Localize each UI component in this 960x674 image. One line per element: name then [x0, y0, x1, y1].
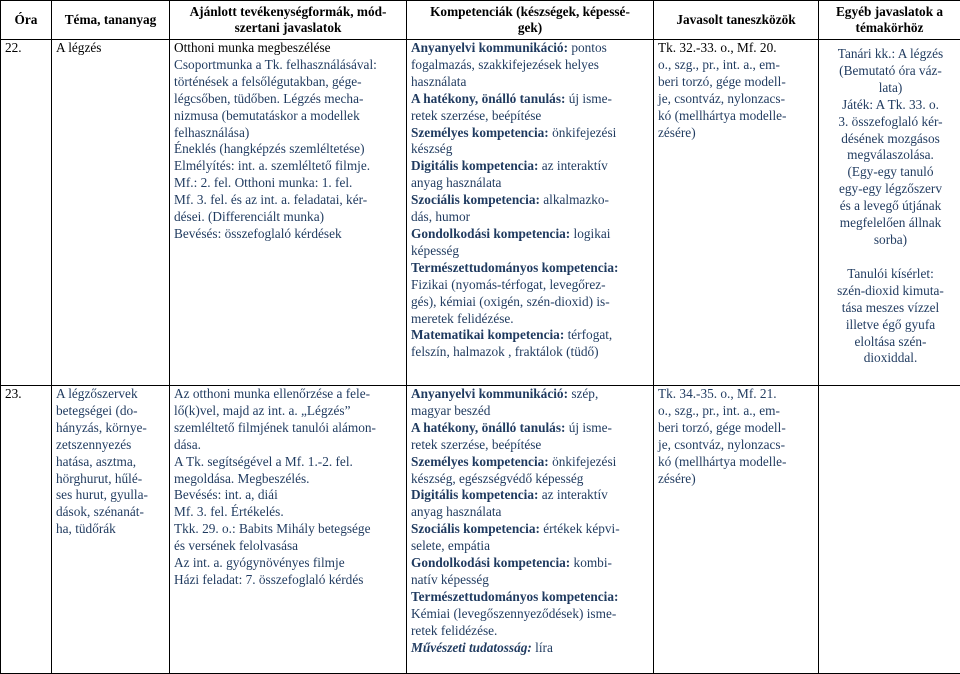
header-tevekenyseg: Ajánlott tevékenységformák, mód- szertani javaslatok	[170, 1, 407, 40]
row-22-ora: 22.	[1, 40, 52, 386]
header-kompetenciak: Kompetenciák (készségek, képessé- gek)	[407, 1, 654, 40]
row-23-egyeb	[819, 386, 960, 674]
header-eszkozok: Javasolt taneszközök	[654, 1, 819, 40]
row-22-tema: A légzés	[52, 40, 170, 386]
row-22-eszkozok: Tk. 32.-33. o., Mf. 20. o., szg., pr., int. a., em- beri torzó, gége modell- je, csontváz, nylonzacs- kó (mellhártya modelle- zésére)	[654, 40, 819, 386]
row-23-tevekenyseg: Az otthoni munka ellenőrzése a fele- lő(k)vel, majd az int. a. „Légzés” szemléltető filmjének tanulói alámon- dása. A Tk. segítségével a Mf. 1.-2. fel. megoldása. Megbeszélés. Bevésés: int. a, diái Mf. 3. fel. Értékelés. Tkk. 29. o.: Babits Mihály betegsége és versének felolvasása Az int. a. gyógynövényes filmje Házi feladat: 7. összefoglaló kérdés	[170, 386, 407, 674]
header-egyeb: Egyéb javaslatok a témakörhöz	[819, 1, 960, 40]
header-ora: Óra	[1, 1, 52, 40]
row-22-kompetenciak: Anyanyelvi kommunikáció: pontos fogalmazás, szakkifejezések helyes használata A hatékony, önálló tanulás: új isme- retek szerzése, beépítése Személyes kompetencia: önkifejezési készség Digitális kompetencia: az interaktív anyag használata Szociális kompetencia: alkalmazko- dás, humor Gondolkodási kompetencia: logikai képesség Természettudományos kompetencia: Fizikai (nyomás-térfogat, levegőrez- gés), kémiai (oxigén, szén-dioxid) is- meretek felidézése. Matematikai kompetencia: térfogat, felszín, halmazok , fraktálok (tüdő)	[407, 40, 654, 386]
row-23-tema: A légzőszervek betegségei (do- hányzás, környe- zetszennyezés hatása, asztma, hörghurut, hűlé- ses hurut, gyulla- dások, szénanát- ha, tüdőrák	[52, 386, 170, 674]
header-tema: Téma, tananyag	[52, 1, 170, 40]
row-22-tevekenyseg: Otthoni munka megbeszélése Csoportmunka a Tk. felhasználásával: történések a felsőlégutakban, gége- légcsőben, tüdőben. Légzés mecha- nizmusa (bemutatáskor a modellek felhasználása) Éneklés (hangképzés szemléltetése) Elmélyítés: int. a. szemléltető filmje. Mf.: 2. fel. Otthoni munka: 1. fel. Mf. 3. fel. és az int. a. feladatai, kér- dései. (Differenciált munka) Bevésés: összefoglaló kérdések	[170, 40, 407, 386]
table-row	[1, 40, 960, 386]
row-23-eszkozok: Tk. 34.-35. o., Mf. 21. o., szg., pr., int. a., em- beri torzó, gége modell- je, csontváz, nylonzacs- kó (mellhártya modelle- zésére)	[654, 386, 819, 674]
row-23-kompetenciak: Anyanyelvi kommunikáció: szép, magyar beszéd A hatékony, önálló tanulás: új isme- retek szerzése, beépítése Személyes kompetencia: önkifejezési készség, egészségvédő képesség Digitális kompetencia: az interaktív anyag használata Szociális kompetencia: értékek képvi- selete, empátia Gondolkodási kompetencia: kombi- natív képesség Természettudományos kompetencia: Kémiai (levegőszennyeződések) isme- retek felidézése. Művészeti tudatosság: líra	[407, 386, 654, 674]
row-22-egyeb: Tanári kk.: A légzés (Bemutató óra váz- lata) Játék: A Tk. 33. o. 3. összefoglaló kér- désének mozgásos megválaszolása. (Egy-egy tanuló egy-egy légzőszerv és a levegő útjának megfelelően állnak sorba) Tanulói kísérlet: szén-dioxid kimuta- tása meszes vízzel illetve égő gyufa eloltása szén- dioxiddal.	[819, 40, 960, 386]
table-row	[1, 386, 960, 674]
row-23-ora: 23.	[1, 386, 52, 674]
header-row	[1, 1, 960, 40]
